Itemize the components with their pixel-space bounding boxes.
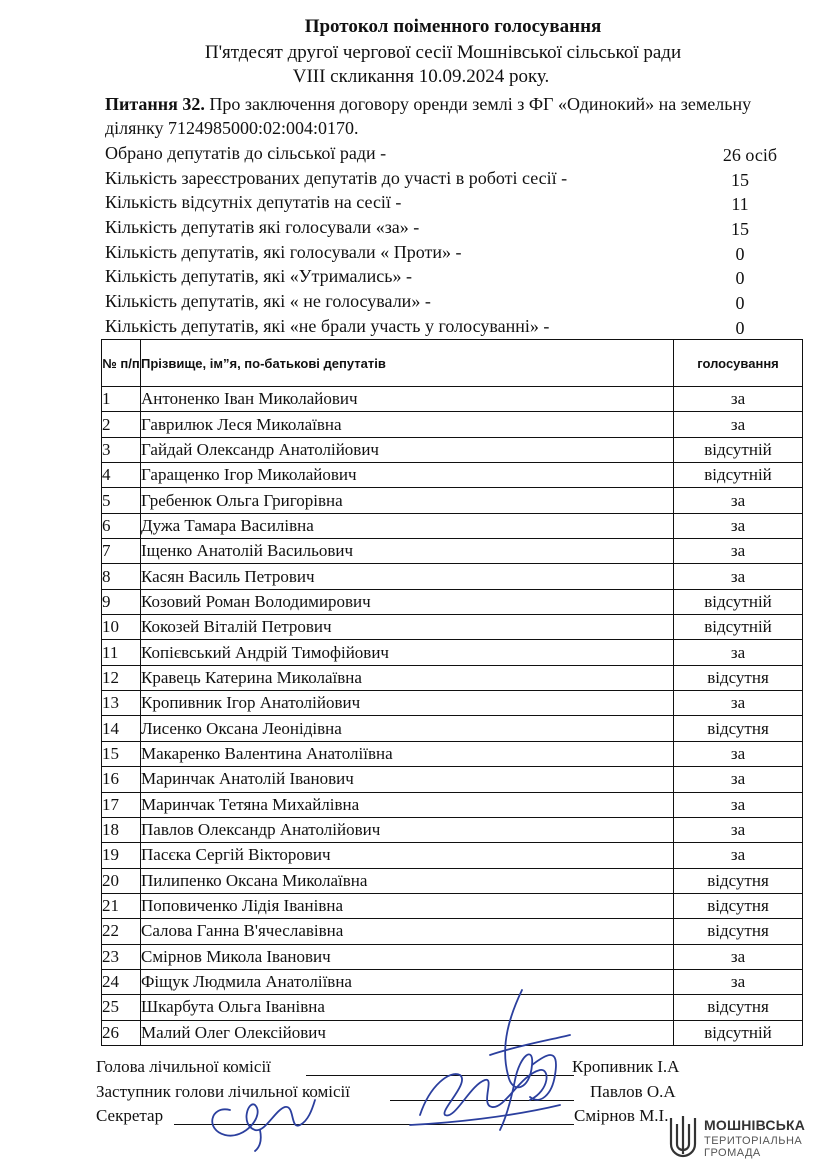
vote-result: відсутня <box>674 868 803 893</box>
table-row <box>102 969 803 994</box>
vote-result: відсутній <box>674 589 803 614</box>
convocation-line: VIII скликання 10.09.2024 року. <box>292 66 550 87</box>
table-row <box>102 868 803 893</box>
deputy-name: Антоненко Іван Миколайович <box>141 387 674 412</box>
stat-row <box>105 289 785 314</box>
stat-value: 15 <box>731 169 749 190</box>
stat-value: 11 <box>731 194 749 215</box>
row-number: 7 <box>102 539 141 564</box>
deputy-name: Пилипенко Оксана Миколаївна <box>141 868 674 893</box>
secretary-handwritten-signature <box>200 1085 320 1155</box>
deputy-name: Гаращенко Ігор Миколайович <box>141 463 674 488</box>
stat-label: Кількість відсутніх депутатів на сесії - <box>105 192 402 213</box>
vote-result: відсутня <box>674 919 803 944</box>
deputy-name: Гаврилюк Леся Миколаївна <box>141 412 674 437</box>
deputy-name: Кокозей Віталій Петрович <box>141 615 674 640</box>
stat-value: 0 <box>735 317 745 338</box>
row-number: 26 <box>102 1020 141 1045</box>
logo-subtitle-line: ТЕРИТОРІАЛЬНА <box>704 1135 803 1147</box>
row-number: 12 <box>102 665 141 690</box>
vote-result: відсутня <box>674 995 803 1020</box>
row-number: 25 <box>102 995 141 1020</box>
table-row <box>102 589 803 614</box>
question-label: Питання 32. <box>105 94 205 114</box>
deputy-name: Лисенко Оксана Леонідівна <box>141 716 674 741</box>
deputy-name: Маринчак Анатолій Іванович <box>141 767 674 792</box>
vote-result: відсутній <box>674 437 803 462</box>
vote-result: за <box>674 843 803 868</box>
table-row <box>102 944 803 969</box>
deputy-name: Касян Василь Петрович <box>141 564 674 589</box>
community-logo <box>668 1114 818 1162</box>
table-header-row <box>102 340 803 387</box>
deputy-name: Смірнов Микола Іванович <box>141 944 674 969</box>
trident-icon <box>668 1114 698 1158</box>
row-number: 6 <box>102 513 141 538</box>
secretary-name: Смірнов М.І. <box>574 1106 669 1125</box>
table-row <box>102 741 803 766</box>
row-number: 21 <box>102 893 141 918</box>
stat-value: 0 <box>735 243 745 264</box>
table-row <box>102 539 803 564</box>
vote-result: за <box>674 767 803 792</box>
row-number: 9 <box>102 589 141 614</box>
column-header-name: Прізвище, ім”я, по-батькові депутатів <box>141 340 674 387</box>
deputy-name: Малий Олег Олексійович <box>141 1020 674 1045</box>
stat-value: 15 <box>731 219 749 240</box>
vote-result: відсутній <box>674 463 803 488</box>
stat-value: 0 <box>735 268 745 289</box>
deputy-name: Іщенко Анатолій Васильович <box>141 539 674 564</box>
table-body <box>102 387 803 1046</box>
deputy-name: Салова Ганна В'ячеславівна <box>141 919 674 944</box>
deputy-name: Маринчак Тетяна Михайлівна <box>141 792 674 817</box>
vote-result: за <box>674 513 803 538</box>
table-row <box>102 615 803 640</box>
logo-subtitle <box>704 1135 802 1159</box>
vote-result: відсутній <box>674 1020 803 1045</box>
row-number: 1 <box>102 387 141 412</box>
table-row <box>102 893 803 918</box>
deputy-name: Кравець Катерина Миколаївна <box>141 665 674 690</box>
deputy-name: Пасєка Сергій Вікторович <box>141 843 674 868</box>
agenda-question <box>105 92 785 140</box>
row-number: 3 <box>102 437 141 462</box>
deputy-name: Поповиченко Лідія Іванівна <box>141 893 674 918</box>
deputy-name: Павлов Олександр Анатолійович <box>141 817 674 842</box>
table-row <box>102 1020 803 1045</box>
deputy-name: Кропивник Ігор Анатолійович <box>141 691 674 716</box>
stat-label: Обрано депутатів до сільської ради - <box>105 143 387 163</box>
vote-result: за <box>674 488 803 513</box>
vote-result: за <box>674 640 803 665</box>
stat-row <box>105 215 785 240</box>
row-number: 5 <box>102 488 141 513</box>
table-row <box>102 817 803 842</box>
row-number: 15 <box>102 741 141 766</box>
row-number: 22 <box>102 919 141 944</box>
row-number: 23 <box>102 944 141 969</box>
stat-value: 26 осіб <box>722 145 777 165</box>
row-number: 24 <box>102 969 141 994</box>
table-row <box>102 919 803 944</box>
table-row <box>102 513 803 538</box>
table-row <box>102 716 803 741</box>
vote-result: відсутня <box>674 893 803 918</box>
logo-title: МОШНІВСЬКА <box>704 1117 806 1133</box>
row-number: 10 <box>102 615 141 640</box>
vote-result: відсутня <box>674 665 803 690</box>
vote-result: за <box>674 969 803 994</box>
table-row <box>102 767 803 792</box>
deputy-name: Макаренко Валентина Анатоліївна <box>141 741 674 766</box>
stat-row <box>105 314 785 339</box>
stat-row <box>105 264 785 289</box>
table-row <box>102 564 803 589</box>
column-header-number: № п/п <box>102 340 141 387</box>
table-row <box>102 640 803 665</box>
row-number: 2 <box>102 412 141 437</box>
stat-label: Кількість депутатів, які «Утримались» - <box>105 266 412 287</box>
column-header-vote: голосування <box>674 340 803 387</box>
stat-label: Кількість депутатів які голосували «за» - <box>105 217 420 238</box>
deputy-handwritten-signature <box>400 1055 570 1135</box>
stat-value: 0 <box>735 293 745 314</box>
row-number: 17 <box>102 792 141 817</box>
chair-name: Кропивник І.А <box>572 1057 680 1076</box>
table-row <box>102 792 803 817</box>
session-line: П'ятдесят другої чергової сесії Мошнівської сільської ради <box>204 42 682 63</box>
deputy-name: Павлов О.А <box>590 1082 676 1101</box>
row-number: 4 <box>102 463 141 488</box>
row-number: 19 <box>102 843 141 868</box>
row-number: 20 <box>102 868 141 893</box>
vote-result: за <box>674 387 803 412</box>
vote-result: за <box>674 817 803 842</box>
stat-label: Кількість депутатів, які « не голосували» - <box>105 291 431 312</box>
stat-row <box>105 190 785 215</box>
secretary-label: Секретар <box>96 1106 164 1125</box>
deputy-label: Заступник голови лічильної комісії <box>96 1082 351 1101</box>
question-text: Про заключення договору оренди землі з ФГ «Одинокий» на земельну ділянку 7124985000:02:004:0170. <box>105 94 752 138</box>
deputy-name: Шкарбута Ольга Іванівна <box>141 995 674 1020</box>
row-number: 14 <box>102 716 141 741</box>
row-number: 16 <box>102 767 141 792</box>
vote-result: за <box>674 944 803 969</box>
document-title: Протокол поіменного голосування <box>304 16 602 37</box>
deputy-name: Гайдай Олександр Анатолійович <box>141 437 674 462</box>
deputy-name: Козовий Роман Володимирович <box>141 589 674 614</box>
table-row <box>102 665 803 690</box>
row-number: 11 <box>102 640 141 665</box>
logo-subtitle-line: ГРОМАДА <box>704 1147 761 1159</box>
table-row <box>102 463 803 488</box>
stat-label: Кількість зареєстрованих депутатів до участі в роботі сесії - <box>105 167 568 188</box>
table-row <box>102 387 803 412</box>
deputy-name: Фіщук Людмила Анатоліївна <box>141 969 674 994</box>
vote-result: за <box>674 412 803 437</box>
stat-row <box>105 166 785 191</box>
stat-row <box>105 141 785 166</box>
stat-row <box>105 240 785 265</box>
vote-statistics <box>105 141 785 339</box>
table-row <box>102 437 803 462</box>
vote-result: за <box>674 691 803 716</box>
row-number: 18 <box>102 817 141 842</box>
row-number: 13 <box>102 691 141 716</box>
deputy-name: Дужа Тамара Василівна <box>141 513 674 538</box>
vote-result: за <box>674 792 803 817</box>
deputy-name: Гребенюк Ольга Григорівна <box>141 488 674 513</box>
table-row <box>102 995 803 1020</box>
vote-result: за <box>674 564 803 589</box>
deputy-name: Копієвський Андрій Тимофійович <box>141 640 674 665</box>
table-row <box>102 488 803 513</box>
table-row <box>102 412 803 437</box>
vote-result: за <box>674 539 803 564</box>
roll-call-table <box>101 339 803 1046</box>
vote-result: відсутня <box>674 716 803 741</box>
chair-label: Голова лічильної комісії <box>96 1057 271 1076</box>
vote-result: відсутній <box>674 615 803 640</box>
stat-label: Кількість депутатів, які «не брали участь у голосуванні» - <box>105 315 550 336</box>
table-row <box>102 691 803 716</box>
table-row <box>102 843 803 868</box>
row-number: 8 <box>102 564 141 589</box>
stat-label: Кількість депутатів, які голосували « Проти» - <box>105 241 462 262</box>
vote-result: за <box>674 741 803 766</box>
